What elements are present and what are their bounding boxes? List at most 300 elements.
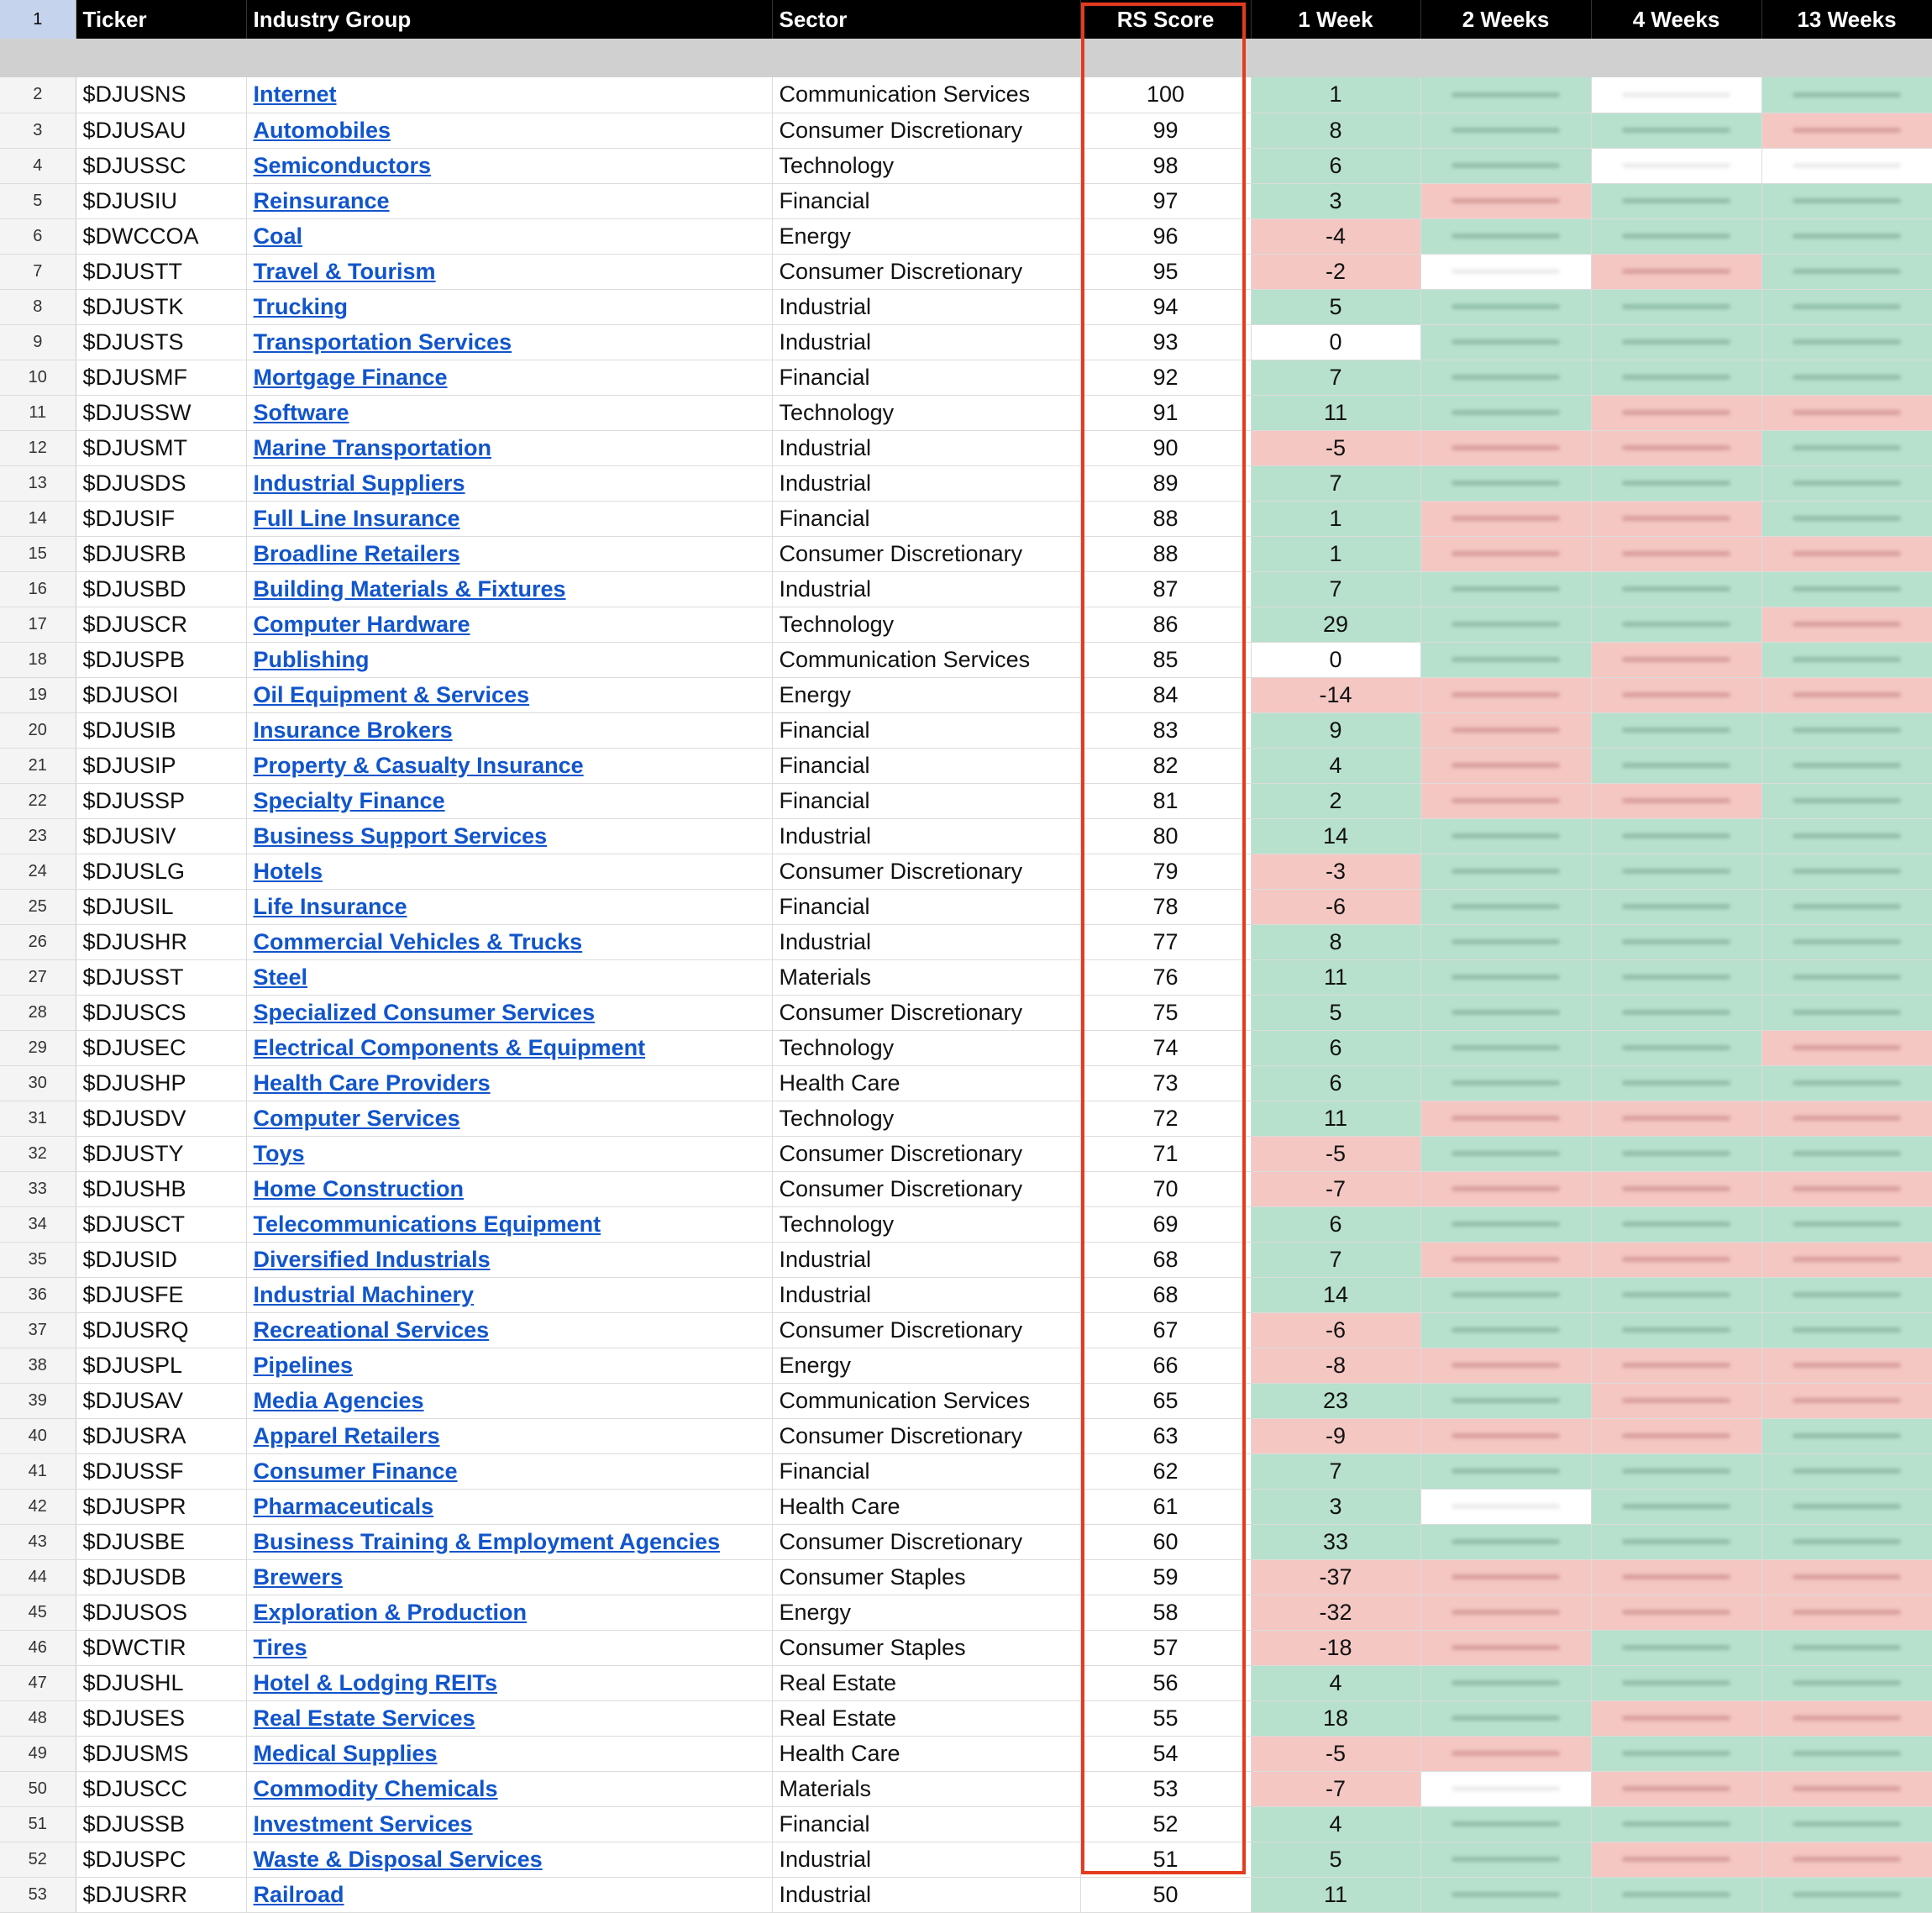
week13-change-cell[interactable] [1761, 77, 1932, 113]
row-number[interactable]: 6 [0, 218, 76, 254]
sector-cell[interactable]: Financial [772, 501, 1080, 536]
rs-score-cell[interactable]: 90 [1080, 430, 1251, 465]
week13-change-cell[interactable] [1761, 1665, 1932, 1700]
industry-group-cell[interactable] [246, 607, 772, 642]
industry-group-link[interactable]: Diversified Industrials [253, 1246, 491, 1272]
week2-change-cell[interactable] [1420, 536, 1591, 571]
industry-group-link[interactable]: Telecommunications Equipment [253, 1211, 601, 1237]
week13-change-cell[interactable] [1761, 783, 1932, 818]
industry-group-cell[interactable] [246, 1489, 772, 1524]
week1-change-cell[interactable]: 6 [1251, 1206, 1420, 1242]
sector-cell[interactable]: Technology [772, 148, 1080, 183]
industry-group-cell[interactable] [246, 1383, 772, 1418]
ticker-cell[interactable]: $DJUSFE [76, 1277, 246, 1312]
sector-cell[interactable]: Industrial [772, 465, 1080, 501]
week1-change-cell[interactable]: -5 [1251, 430, 1420, 465]
industry-group-link[interactable]: Internet [253, 81, 337, 108]
industry-group-link[interactable]: Trucking [253, 293, 349, 319]
row-number[interactable]: 24 [0, 854, 76, 889]
week1-change-cell[interactable]: 7 [1251, 1453, 1420, 1489]
ticker-cell[interactable]: $DJUSRR [76, 1877, 246, 1912]
week1-change-cell[interactable]: 1 [1251, 77, 1420, 113]
industry-group-cell[interactable] [246, 748, 772, 783]
week1-change-cell[interactable]: 3 [1251, 183, 1420, 218]
week2-change-cell[interactable] [1420, 501, 1591, 536]
row-number[interactable]: 42 [0, 1489, 76, 1524]
week4-change-cell[interactable] [1591, 254, 1761, 289]
industry-group-link[interactable]: Exploration & Production [253, 1599, 528, 1625]
week4-change-cell[interactable] [1591, 607, 1761, 642]
sector-cell[interactable]: Industrial [772, 324, 1080, 360]
rs-score-cell[interactable]: 77 [1080, 924, 1251, 959]
row-number[interactable]: 29 [0, 1030, 76, 1065]
industry-group-cell[interactable] [246, 642, 772, 677]
week2-change-cell[interactable] [1420, 1630, 1591, 1665]
week13-change-cell[interactable] [1761, 536, 1932, 571]
sector-cell[interactable]: Consumer Discretionary [772, 536, 1080, 571]
week2-change-cell[interactable] [1420, 1842, 1591, 1877]
week2-change-cell[interactable] [1420, 924, 1591, 959]
week1-change-cell[interactable]: 9 [1251, 712, 1420, 748]
week2-change-cell[interactable] [1420, 1383, 1591, 1418]
rs-score-cell[interactable]: 89 [1080, 465, 1251, 501]
industry-group-link[interactable]: Apparel Retailers [253, 1422, 440, 1448]
week2-change-cell[interactable] [1420, 1206, 1591, 1242]
ticker-cell[interactable]: $DJUSLG [76, 854, 246, 889]
week13-change-cell[interactable] [1761, 183, 1932, 218]
industry-group-cell[interactable] [246, 677, 772, 712]
rs-score-cell[interactable]: 88 [1080, 501, 1251, 536]
week1-change-cell[interactable]: -14 [1251, 677, 1420, 712]
week2-change-cell[interactable] [1420, 465, 1591, 501]
industry-group-link[interactable]: Pharmaceuticals [253, 1493, 434, 1519]
week2-change-cell[interactable] [1420, 1559, 1591, 1595]
ticker-cell[interactable]: $DJUSTS [76, 324, 246, 360]
industry-group-cell[interactable] [246, 113, 772, 148]
sector-cell[interactable]: Consumer Staples [772, 1559, 1080, 1595]
week1-change-cell[interactable]: 4 [1251, 748, 1420, 783]
week4-change-cell[interactable] [1591, 571, 1761, 607]
ticker-cell[interactable]: $DJUSNS [76, 77, 246, 113]
ticker-cell[interactable]: $DJUSHL [76, 1665, 246, 1700]
week4-change-cell[interactable] [1591, 1171, 1761, 1206]
rs-score-cell[interactable]: 94 [1080, 289, 1251, 324]
week1-change-cell[interactable]: 11 [1251, 395, 1420, 430]
ticker-cell[interactable]: $DJUSTY [76, 1136, 246, 1171]
industry-group-link[interactable]: Specialty Finance [253, 787, 445, 813]
industry-group-cell[interactable] [246, 254, 772, 289]
ticker-cell[interactable]: $DJUSDB [76, 1559, 246, 1595]
industry-group-cell[interactable] [246, 465, 772, 501]
industry-group-link[interactable]: Steel [253, 964, 308, 990]
rs-score-cell[interactable]: 99 [1080, 113, 1251, 148]
rs-score-cell[interactable]: 56 [1080, 1665, 1251, 1700]
week2-change-cell[interactable] [1420, 1101, 1591, 1136]
industry-group-cell[interactable] [246, 536, 772, 571]
sector-cell[interactable]: Health Care [772, 1065, 1080, 1101]
week4-change-cell[interactable] [1591, 642, 1761, 677]
week4-change-cell[interactable] [1591, 1700, 1761, 1736]
week1-change-cell[interactable]: 5 [1251, 1842, 1420, 1877]
week4-change-cell[interactable] [1591, 1418, 1761, 1453]
week4-change-cell[interactable] [1591, 536, 1761, 571]
week4-change-cell[interactable] [1591, 1348, 1761, 1383]
sector-cell[interactable]: Financial [772, 783, 1080, 818]
rs-score-cell[interactable]: 96 [1080, 218, 1251, 254]
week13-change-cell[interactable] [1761, 1595, 1932, 1630]
row-number[interactable]: 45 [0, 1595, 76, 1630]
rs-score-cell[interactable]: 67 [1080, 1312, 1251, 1348]
week13-change-cell[interactable] [1761, 889, 1932, 924]
industry-group-cell[interactable] [246, 1136, 772, 1171]
sector-column-header[interactable]: Sector [772, 0, 1080, 39]
sector-cell[interactable]: Technology [772, 395, 1080, 430]
row-number[interactable]: 10 [0, 360, 76, 395]
industry-group-link[interactable]: Automobiles [253, 117, 391, 143]
industry-group-cell[interactable] [246, 1877, 772, 1912]
industry-group-link[interactable]: Semiconductors [253, 152, 432, 178]
week4-change-cell[interactable] [1591, 183, 1761, 218]
week1-change-cell[interactable]: 8 [1251, 924, 1420, 959]
industry-group-cell[interactable] [246, 1348, 772, 1383]
ticker-cell[interactable]: $DJUSHP [76, 1065, 246, 1101]
row-number[interactable]: 37 [0, 1312, 76, 1348]
sector-cell[interactable]: Industrial [772, 924, 1080, 959]
rs-score-cell[interactable]: 76 [1080, 959, 1251, 995]
industry-group-cell[interactable] [246, 1242, 772, 1277]
sector-cell[interactable]: Financial [772, 712, 1080, 748]
week1-change-cell[interactable]: 14 [1251, 1277, 1420, 1312]
week13-change-cell[interactable] [1761, 1700, 1932, 1736]
week2-change-cell[interactable] [1420, 1665, 1591, 1700]
week2-change-cell[interactable] [1420, 395, 1591, 430]
row-number[interactable]: 5 [0, 183, 76, 218]
row-number[interactable]: 4 [0, 148, 76, 183]
week1-change-cell[interactable]: -32 [1251, 1595, 1420, 1630]
industry-group-link[interactable]: Business Support Services [253, 822, 548, 849]
industry-group-cell[interactable] [246, 1171, 772, 1206]
row-number[interactable]: 44 [0, 1559, 76, 1595]
rs-score-cell[interactable]: 51 [1080, 1842, 1251, 1877]
industry-group-cell[interactable] [246, 360, 772, 395]
row-number-header[interactable]: 1 [0, 0, 76, 39]
industry-group-cell[interactable] [246, 1771, 772, 1806]
week13-change-cell[interactable] [1761, 289, 1932, 324]
sector-cell[interactable]: Materials [772, 1771, 1080, 1806]
row-number[interactable]: 35 [0, 1242, 76, 1277]
week4-change-cell[interactable] [1591, 1877, 1761, 1912]
industry-group-link[interactable]: Broadline Retailers [253, 540, 460, 566]
ticker-cell[interactable]: $DJUSES [76, 1700, 246, 1736]
week4-change-cell[interactable] [1591, 1842, 1761, 1877]
week1-change-cell[interactable]: -5 [1251, 1136, 1420, 1171]
week1-change-cell[interactable]: 29 [1251, 607, 1420, 642]
sector-cell[interactable]: Consumer Discretionary [772, 113, 1080, 148]
week4-change-cell[interactable] [1591, 818, 1761, 854]
week4-change-cell[interactable] [1591, 889, 1761, 924]
row-number[interactable]: 48 [0, 1700, 76, 1736]
week2-change-cell[interactable] [1420, 113, 1591, 148]
week4-change-cell[interactable] [1591, 289, 1761, 324]
industry-group-cell[interactable] [246, 501, 772, 536]
industry-group-cell[interactable] [246, 571, 772, 607]
week1-change-cell[interactable]: 6 [1251, 148, 1420, 183]
week2-change-cell[interactable] [1420, 1242, 1591, 1277]
week13-change-cell[interactable] [1761, 607, 1932, 642]
row-number[interactable]: 53 [0, 1877, 76, 1912]
industry-group-cell[interactable] [246, 1806, 772, 1842]
row-number[interactable]: 14 [0, 501, 76, 536]
week1-change-cell[interactable]: -5 [1251, 1736, 1420, 1771]
ticker-cell[interactable]: $DJUSIP [76, 748, 246, 783]
industry-group-cell[interactable] [246, 1277, 772, 1312]
sector-cell[interactable]: Real Estate [772, 1700, 1080, 1736]
industry-group-link[interactable]: Consumer Finance [253, 1458, 458, 1484]
week4-change-cell[interactable] [1591, 1206, 1761, 1242]
week4-change-cell[interactable] [1591, 1101, 1761, 1136]
week4-change-cell[interactable] [1591, 360, 1761, 395]
week4-change-cell[interactable] [1591, 113, 1761, 148]
sector-cell[interactable]: Industrial [772, 1877, 1080, 1912]
ticker-cell[interactable]: $DJUSSB [76, 1806, 246, 1842]
week13-change-cell[interactable] [1761, 642, 1932, 677]
week4-change-cell[interactable] [1591, 1489, 1761, 1524]
industry-group-cell[interactable] [246, 783, 772, 818]
ticker-cell[interactable]: $DJUSRB [76, 536, 246, 571]
rs-score-cell[interactable]: 93 [1080, 324, 1251, 360]
week4-change-cell[interactable] [1591, 1559, 1761, 1595]
week2-change-cell[interactable] [1420, 818, 1591, 854]
sector-cell[interactable]: Energy [772, 1595, 1080, 1630]
rs-score-cell[interactable]: 54 [1080, 1736, 1251, 1771]
industry-group-link[interactable]: Industrial Suppliers [253, 470, 465, 496]
week2-change-cell[interactable] [1420, 1277, 1591, 1312]
industry-group-link[interactable]: Pipelines [253, 1352, 354, 1378]
ticker-cell[interactable]: $DJUSAV [76, 1383, 246, 1418]
week13-change-cell[interactable] [1761, 465, 1932, 501]
week2-change-cell[interactable] [1420, 1065, 1591, 1101]
week1-change-cell[interactable]: 3 [1251, 1489, 1420, 1524]
rs-score-cell[interactable]: 68 [1080, 1277, 1251, 1312]
rs-score-cell[interactable]: 92 [1080, 360, 1251, 395]
sector-cell[interactable]: Industrial [772, 1842, 1080, 1877]
week1-change-cell[interactable]: 1 [1251, 501, 1420, 536]
ticker-cell[interactable]: $DJUSPR [76, 1489, 246, 1524]
week1-change-cell[interactable]: 0 [1251, 642, 1420, 677]
row-number[interactable]: 17 [0, 607, 76, 642]
week2-change-cell[interactable] [1420, 289, 1591, 324]
row-number[interactable]: 27 [0, 959, 76, 995]
ticker-cell[interactable]: $DJUSSP [76, 783, 246, 818]
week1-change-cell[interactable]: -6 [1251, 889, 1420, 924]
week2-change-cell[interactable] [1420, 607, 1591, 642]
week4-change-cell[interactable] [1591, 465, 1761, 501]
row-number[interactable]: 18 [0, 642, 76, 677]
ticker-cell[interactable]: $DJUSIL [76, 889, 246, 924]
week4-change-cell[interactable] [1591, 77, 1761, 113]
week2-change-cell[interactable] [1420, 360, 1591, 395]
week4-change-cell[interactable] [1591, 1595, 1761, 1630]
sector-cell[interactable]: Industrial [772, 1242, 1080, 1277]
rs-score-cell[interactable]: 82 [1080, 748, 1251, 783]
week13-change-cell[interactable] [1761, 1206, 1932, 1242]
week13-change-cell[interactable] [1761, 1453, 1932, 1489]
rs-score-cell[interactable]: 58 [1080, 1595, 1251, 1630]
week2-change-cell[interactable] [1420, 748, 1591, 783]
industry-group-link[interactable]: Computer Services [253, 1105, 460, 1131]
sector-cell[interactable]: Real Estate [772, 1665, 1080, 1700]
industry-group-link[interactable]: Specialized Consumer Services [253, 999, 596, 1025]
industry-group-cell[interactable] [246, 995, 772, 1030]
week2-change-cell[interactable] [1420, 1348, 1591, 1383]
week4-change-cell[interactable] [1591, 1771, 1761, 1806]
rs-score-cell[interactable]: 55 [1080, 1700, 1251, 1736]
row-number[interactable]: 40 [0, 1418, 76, 1453]
ticker-cell[interactable]: $DJUSDV [76, 1101, 246, 1136]
industry-group-cell[interactable] [246, 289, 772, 324]
week2-change-cell[interactable] [1420, 889, 1591, 924]
row-number[interactable]: 47 [0, 1665, 76, 1700]
sector-cell[interactable]: Consumer Discretionary [772, 1136, 1080, 1171]
rs-score-cell[interactable]: 63 [1080, 1418, 1251, 1453]
week1-change-cell[interactable]: 8 [1251, 113, 1420, 148]
sector-cell[interactable]: Communication Services [772, 642, 1080, 677]
industry-group-link[interactable]: Investment Services [253, 1811, 473, 1837]
industry-group-cell[interactable] [246, 1700, 772, 1736]
industry-group-link[interactable]: Electrical Components & Equipment [253, 1034, 646, 1060]
rs-score-cell[interactable]: 91 [1080, 395, 1251, 430]
row-number[interactable]: 26 [0, 924, 76, 959]
week1-change-cell[interactable]: 7 [1251, 465, 1420, 501]
week13-change-cell[interactable] [1761, 1277, 1932, 1312]
rs-score-cell[interactable]: 69 [1080, 1206, 1251, 1242]
week1-change-cell[interactable]: 11 [1251, 1101, 1420, 1136]
industry-group-cell[interactable] [246, 1736, 772, 1771]
rs-score-cell[interactable]: 79 [1080, 854, 1251, 889]
week4-change-cell[interactable] [1591, 395, 1761, 430]
sector-cell[interactable]: Energy [772, 218, 1080, 254]
week13-change-cell[interactable] [1761, 1630, 1932, 1665]
week13-change-cell[interactable] [1761, 148, 1932, 183]
week2-change-cell[interactable] [1420, 1771, 1591, 1806]
ticker-cell[interactable]: $DJUSDS [76, 465, 246, 501]
rs-score-cell[interactable]: 66 [1080, 1348, 1251, 1383]
sector-cell[interactable]: Communication Services [772, 1383, 1080, 1418]
row-number[interactable]: 21 [0, 748, 76, 783]
ticker-cell[interactable]: $DJUSAU [76, 113, 246, 148]
row-number[interactable]: 30 [0, 1065, 76, 1101]
row-number[interactable]: 19 [0, 677, 76, 712]
industry-group-cell[interactable] [246, 889, 772, 924]
week1-change-cell[interactable]: 5 [1251, 289, 1420, 324]
week13-change-cell[interactable] [1761, 360, 1932, 395]
week2-change-cell[interactable] [1420, 218, 1591, 254]
rs-score-cell[interactable]: 57 [1080, 1630, 1251, 1665]
week2-change-cell[interactable] [1420, 1877, 1591, 1912]
industry-group-link[interactable]: Real Estate Services [253, 1705, 475, 1731]
week4-change-cell[interactable] [1591, 677, 1761, 712]
week1-change-cell[interactable]: 7 [1251, 1242, 1420, 1277]
week2-change-cell[interactable] [1420, 677, 1591, 712]
week2-change-cell[interactable] [1420, 1524, 1591, 1559]
week4-column-header[interactable]: 4 Weeks [1591, 0, 1761, 39]
sector-cell[interactable]: Consumer Discretionary [772, 1171, 1080, 1206]
ticker-cell[interactable]: $DJUSEC [76, 1030, 246, 1065]
row-number[interactable]: 28 [0, 995, 76, 1030]
row-number[interactable]: 2 [0, 77, 76, 113]
week2-change-cell[interactable] [1420, 148, 1591, 183]
ticker-cell[interactable]: $DJUSTT [76, 254, 246, 289]
week1-change-cell[interactable]: -4 [1251, 218, 1420, 254]
sector-cell[interactable]: Consumer Staples [772, 1630, 1080, 1665]
industry-group-cell[interactable] [246, 1312, 772, 1348]
row-number[interactable]: 34 [0, 1206, 76, 1242]
industry-group-link[interactable]: Home Construction [253, 1175, 465, 1201]
week4-change-cell[interactable] [1591, 854, 1761, 889]
industry-group-link[interactable]: Hotels [253, 858, 323, 884]
week13-change-cell[interactable] [1761, 1771, 1932, 1806]
industry-group-cell[interactable] [246, 1030, 772, 1065]
ticker-cell[interactable]: $DJUSSC [76, 148, 246, 183]
ticker-cell[interactable]: $DJUSSW [76, 395, 246, 430]
week13-change-cell[interactable] [1761, 1418, 1932, 1453]
ticker-cell[interactable]: $DJUSIV [76, 818, 246, 854]
sector-cell[interactable]: Consumer Discretionary [772, 1524, 1080, 1559]
ticker-cell[interactable]: $DJUSCC [76, 1771, 246, 1806]
week4-change-cell[interactable] [1591, 1065, 1761, 1101]
ticker-cell[interactable]: $DJUSOI [76, 677, 246, 712]
row-number[interactable]: 20 [0, 712, 76, 748]
industry-group-link[interactable]: Transportation Services [253, 328, 512, 355]
week1-change-cell[interactable]: -8 [1251, 1348, 1420, 1383]
week1-change-cell[interactable]: 14 [1251, 818, 1420, 854]
week13-change-cell[interactable] [1761, 1136, 1932, 1171]
industry-group-link[interactable]: Software [253, 399, 349, 425]
ticker-cell[interactable]: $DJUSHB [76, 1171, 246, 1206]
week1-change-cell[interactable]: -37 [1251, 1559, 1420, 1595]
industry-group-cell[interactable] [246, 1630, 772, 1665]
week1-change-cell[interactable]: 0 [1251, 324, 1420, 360]
sector-cell[interactable]: Financial [772, 1453, 1080, 1489]
week4-change-cell[interactable] [1591, 1136, 1761, 1171]
week13-change-cell[interactable] [1761, 1242, 1932, 1277]
row-number[interactable]: 16 [0, 571, 76, 607]
industry-group-link[interactable]: Health Care Providers [253, 1069, 491, 1096]
row-number[interactable]: 22 [0, 783, 76, 818]
ticker-cell[interactable]: $DJUSID [76, 1242, 246, 1277]
ticker-cell[interactable]: $DJUSOS [76, 1595, 246, 1630]
week2-change-cell[interactable] [1420, 959, 1591, 995]
ticker-cell[interactable]: $DWCTIR [76, 1630, 246, 1665]
week2-change-cell[interactable] [1420, 183, 1591, 218]
week13-column-header[interactable]: 13 Weeks [1761, 0, 1932, 39]
industry-group-link[interactable]: Property & Casualty Insurance [253, 752, 584, 778]
industry-group-cell[interactable] [246, 1842, 772, 1877]
week4-change-cell[interactable] [1591, 1383, 1761, 1418]
row-number[interactable]: 49 [0, 1736, 76, 1771]
sector-cell[interactable]: Financial [772, 183, 1080, 218]
rs-score-cell[interactable]: 61 [1080, 1489, 1251, 1524]
ticker-cell[interactable]: $DJUSMF [76, 360, 246, 395]
sector-cell[interactable]: Financial [772, 889, 1080, 924]
sector-cell[interactable]: Materials [772, 959, 1080, 995]
week2-change-cell[interactable] [1420, 1806, 1591, 1842]
industry-group-link[interactable]: Toys [253, 1140, 305, 1166]
industry-group-link[interactable]: Travel & Tourism [253, 258, 436, 284]
industry-group-cell[interactable] [246, 1206, 772, 1242]
industry-group-cell[interactable] [246, 1453, 772, 1489]
rs-score-cell[interactable]: 70 [1080, 1171, 1251, 1206]
